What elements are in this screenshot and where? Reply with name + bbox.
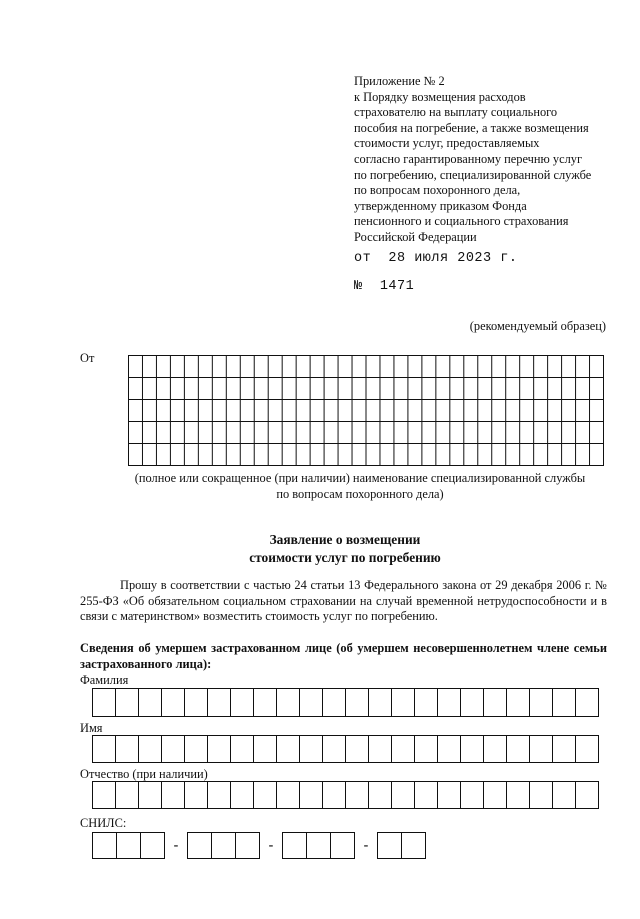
char-box[interactable] (299, 688, 323, 717)
section-heading: Сведения об умершем застрахованном лице (об умершем несовершеннолетнем члене семьи застрахованного лица): (80, 641, 607, 671)
char-box[interactable] (414, 688, 438, 717)
appendix-line: Российской Федерации (354, 229, 477, 244)
order-number (354, 279, 414, 294)
char-box[interactable] (211, 832, 236, 859)
number-value: 1471 (379, 279, 415, 294)
char-box[interactable] (92, 688, 116, 717)
char-box[interactable] (299, 735, 323, 763)
char-box[interactable] (138, 735, 162, 763)
char-box[interactable] (460, 688, 484, 717)
char-box[interactable] (276, 735, 300, 763)
surname-label: Фамилия (80, 673, 129, 687)
char-box[interactable] (161, 781, 185, 809)
appendix-line: согласно гарантированному перечню услуг (354, 151, 583, 166)
char-box[interactable] (282, 832, 307, 859)
char-box[interactable] (92, 781, 116, 809)
snils-separator: - (173, 837, 179, 853)
char-box[interactable] (414, 735, 438, 763)
char-box[interactable] (276, 781, 300, 809)
snils-group-1[interactable] (92, 832, 165, 859)
date-value: 28 июля 2023 г. (388, 251, 518, 266)
order-date (354, 251, 517, 266)
appendix-line: утвержденному приказом Фонда (354, 198, 527, 213)
patronymic-input-boxes[interactable] (92, 781, 599, 809)
char-box[interactable] (529, 735, 553, 763)
document-title (150, 531, 540, 567)
char-box[interactable] (253, 735, 277, 763)
char-box[interactable] (552, 735, 576, 763)
from-label: От (80, 351, 95, 365)
char-box[interactable] (529, 688, 553, 717)
char-box[interactable] (391, 688, 415, 717)
char-box[interactable] (483, 688, 507, 717)
organization-caption (110, 471, 610, 502)
char-box[interactable] (330, 832, 355, 859)
char-box[interactable] (138, 781, 162, 809)
snils-group-4[interactable] (377, 832, 426, 859)
char-box[interactable] (187, 832, 212, 859)
date-prefix: от (354, 251, 372, 266)
char-box[interactable] (414, 781, 438, 809)
char-box[interactable] (391, 781, 415, 809)
title-line-1: Заявление о возмещении (269, 532, 421, 547)
char-box[interactable] (529, 781, 553, 809)
char-box[interactable] (483, 781, 507, 809)
appendix-line: Приложение № 2 (354, 74, 445, 88)
name-label: Имя (80, 721, 103, 735)
snils-group-2[interactable] (187, 832, 260, 859)
snils-input[interactable] (92, 832, 426, 859)
appendix-line: страхователю на выплату социального (354, 105, 558, 120)
appendix-line: пособия на погребение, а также возмещения (354, 120, 589, 135)
char-box[interactable] (345, 688, 369, 717)
char-box[interactable] (207, 688, 231, 717)
char-box[interactable] (437, 735, 461, 763)
char-box[interactable] (377, 832, 402, 859)
char-box[interactable] (184, 781, 208, 809)
snils-separator: - (363, 837, 369, 853)
char-box[interactable] (437, 688, 461, 717)
snils-label: СНИЛС: (80, 816, 127, 830)
appendix-line: по погребению, специализированной службе (354, 167, 592, 182)
char-box[interactable] (230, 781, 254, 809)
char-box[interactable] (575, 735, 599, 763)
char-box[interactable] (276, 688, 300, 717)
char-box[interactable] (161, 688, 185, 717)
char-box[interactable] (345, 781, 369, 809)
char-box[interactable] (116, 832, 141, 859)
char-box[interactable] (161, 735, 185, 763)
request-paragraph: Прошу в соответствии с частью 24 статьи 13 Федерального закона от 29 декабря 2006 г. № 255-ФЗ «Об обязательном социальном страховании на случай временной нетрудоспособности и в связи с материнством» возместить стоимость услуг по погребению. (80, 578, 607, 624)
char-box[interactable] (460, 781, 484, 809)
char-box[interactable] (184, 688, 208, 717)
char-box[interactable] (437, 781, 461, 809)
patronymic-label: Отчество (при наличии) (80, 767, 208, 781)
char-box[interactable] (306, 832, 331, 859)
name-input-boxes[interactable] (92, 735, 599, 763)
char-box[interactable] (138, 688, 162, 717)
appendix-header (354, 74, 624, 246)
appendix-line: по вопросам похоронного дела, (354, 183, 521, 198)
char-box[interactable] (401, 832, 426, 859)
char-box[interactable] (115, 735, 139, 763)
char-box[interactable] (483, 735, 507, 763)
caption-line-1: (полное или сокращенное (при наличии) наименование специализированной службы (134, 471, 586, 485)
appendix-line: к Порядку возмещения расходов (354, 89, 526, 104)
title-line-2: стоимости услуг по погребению (249, 550, 441, 565)
char-box[interactable] (368, 688, 392, 717)
char-box[interactable] (322, 781, 346, 809)
char-box[interactable] (506, 781, 530, 809)
char-box[interactable] (230, 688, 254, 717)
appendix-line: пенсионного и социального страхования (354, 214, 569, 229)
char-box[interactable] (207, 781, 231, 809)
char-box[interactable] (460, 735, 484, 763)
char-box[interactable] (391, 735, 415, 763)
char-box[interactable] (552, 781, 576, 809)
snils-separator: - (268, 837, 274, 853)
char-box[interactable] (575, 781, 599, 809)
char-box[interactable] (506, 688, 530, 717)
char-box[interactable] (207, 735, 231, 763)
caption-line-2: по вопросам похоронного дела) (276, 486, 444, 501)
char-box[interactable] (253, 781, 277, 809)
appendix-line: стоимости услуг, предоставляемых (354, 136, 540, 151)
char-box[interactable] (322, 735, 346, 763)
char-box[interactable] (235, 832, 260, 859)
char-box[interactable] (345, 735, 369, 763)
char-box[interactable] (368, 781, 392, 809)
char-box[interactable] (322, 688, 346, 717)
organization-name-grid[interactable] (128, 355, 604, 466)
char-box[interactable] (115, 781, 139, 809)
surname-input-boxes[interactable] (92, 688, 599, 717)
char-box[interactable] (115, 688, 139, 717)
char-box[interactable] (368, 735, 392, 763)
char-box[interactable] (230, 735, 254, 763)
char-box[interactable] (92, 832, 117, 859)
char-box[interactable] (140, 832, 165, 859)
char-box[interactable] (575, 688, 599, 717)
char-box[interactable] (506, 735, 530, 763)
char-box[interactable] (92, 735, 116, 763)
recommended-sample-note: (рекомендуемый образец) (469, 319, 606, 333)
number-prefix: № (354, 279, 363, 294)
char-box[interactable] (253, 688, 277, 717)
char-box[interactable] (184, 735, 208, 763)
char-box[interactable] (552, 688, 576, 717)
char-box[interactable] (299, 781, 323, 809)
snils-group-3[interactable] (282, 832, 355, 859)
